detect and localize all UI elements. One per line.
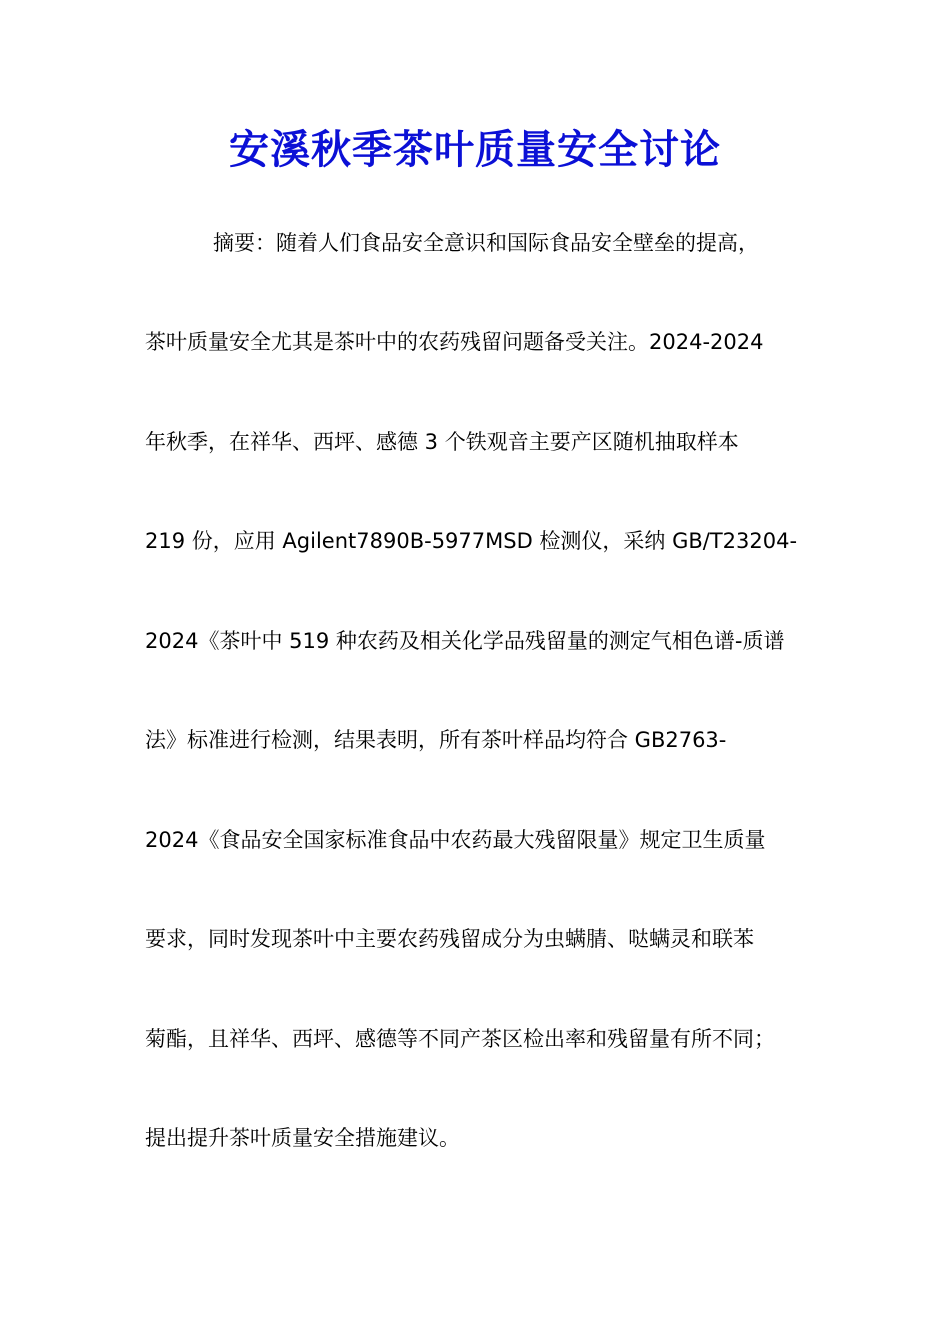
- abstract-line-5: 2024《茶叶中 519 种农药及相关化学品残留量的测定气相色谱-质谱: [145, 629, 785, 653]
- abstract-line-3: 年秋季，在祥华、西坪、感德 3 个铁观音主要产区随机抽取样本: [145, 430, 739, 454]
- abstract-line-2: 茶叶质量安全尤其是茶叶中的农药残留问题备受关注。2024-2024: [145, 330, 764, 354]
- abstract-line-7: 2024《食品安全国家标准食品中农药最大残留限量》规定卫生质量: [145, 828, 766, 852]
- abstract-line-6: 法》标准进行检测，结果表明，所有茶叶样品均符合 GB2763-: [145, 728, 727, 752]
- abstract-line-1: 摘要：随着人们食品安全意识和国际食品安全壁垒的提高，: [213, 231, 759, 255]
- abstract-line-8: 要求，同时发现茶叶中主要农药残留成分为虫螨腈、哒螨灵和联苯: [145, 927, 754, 951]
- document-title: 安溪秋季茶叶质量安全讨论: [229, 126, 721, 173]
- abstract-line-9: 菊酯，且祥华、西坪、感德等不同产茶区检出率和残留量有所不同；: [145, 1027, 775, 1051]
- abstract-line-4: 219 份，应用 Agilent7890B-5977MSD 检测仪，采纳 GB/T23204-: [145, 529, 798, 553]
- abstract-line-10: 提出提升茶叶质量安全措施建议。: [145, 1126, 460, 1150]
